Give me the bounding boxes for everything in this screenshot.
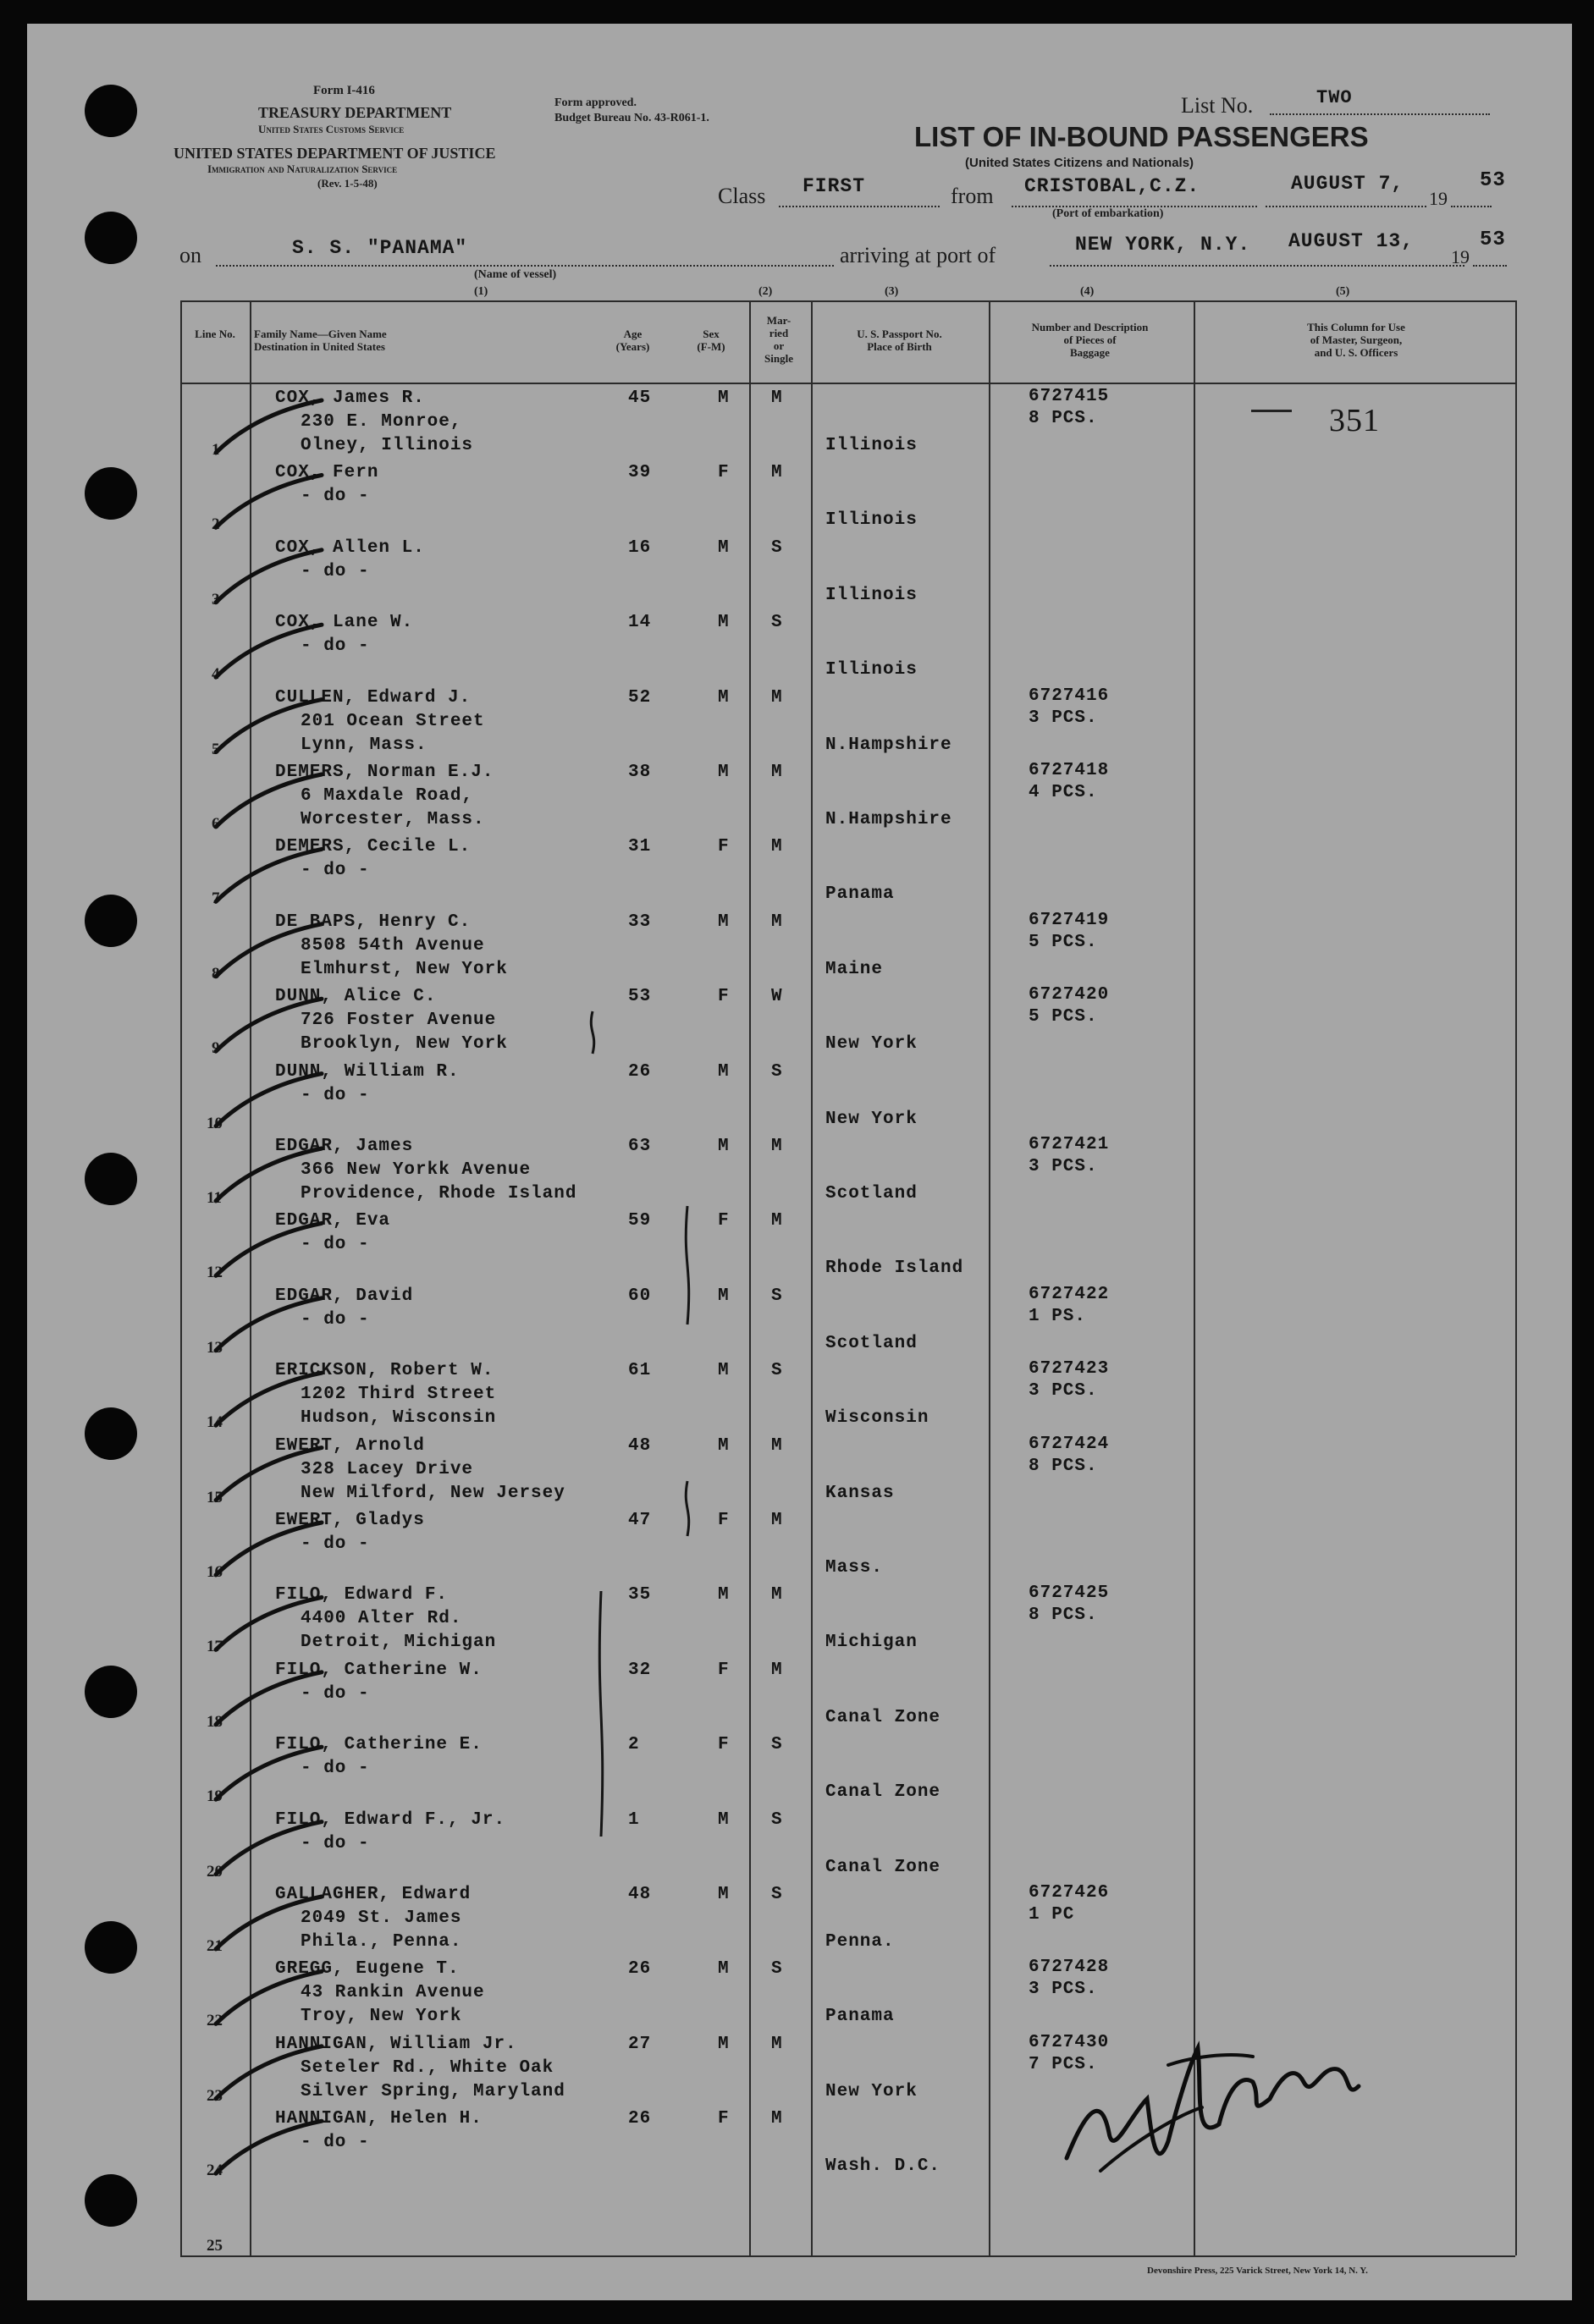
marital-status: M — [771, 1435, 783, 1456]
passenger-name: COX, Allen L. — [275, 537, 425, 558]
manifest-subtitle: (United States Citizens and Nationals) — [965, 156, 1194, 170]
check-mark — [216, 1223, 322, 1275]
pen-stroke — [686, 1206, 688, 1324]
check-mark — [216, 625, 322, 677]
baggage-number: 6727421 — [1029, 1135, 1110, 1154]
destination-line-2: Olney, Illinois — [301, 436, 474, 455]
passenger-sex: M — [718, 388, 730, 408]
passenger-age: 48 — [628, 1435, 652, 1456]
line-number: 8 — [212, 964, 220, 983]
passenger-age: 2 — [628, 1735, 640, 1755]
departure-year: 53 — [1480, 169, 1506, 192]
passenger-sex: M — [718, 1061, 730, 1082]
place-of-birth: Panama — [825, 2007, 895, 2027]
check-mark — [216, 400, 322, 453]
class-value: FIRST — [803, 175, 866, 197]
department-of-justice: UNITED STATES DEPARTMENT OF JUSTICE — [174, 145, 496, 162]
baggage-number: 6727415 — [1029, 387, 1110, 406]
destination-line-1: - do - — [301, 487, 370, 507]
passenger-age: 26 — [628, 1959, 652, 1980]
line-number: 4 — [212, 665, 220, 684]
manifest-title: LIST OF IN-BOUND PASSENGERS — [914, 121, 1369, 152]
arrival-year: 53 — [1480, 229, 1506, 251]
passenger-name: CULLEN, Edward J. — [275, 687, 472, 708]
vessel-name: S. S. "PANAMA" — [292, 237, 468, 259]
budget-bureau: Budget Bureau No. 43-R061-1. — [554, 112, 709, 124]
marital-status: M — [771, 687, 783, 708]
line-number: 2 — [212, 515, 220, 534]
column-header-married: Mar- ried or Single — [764, 314, 793, 365]
check-mark — [216, 550, 322, 603]
destination-line-1: Seteler Rd., White Oak — [301, 2057, 554, 2078]
passenger-name: COX, Lane W. — [275, 613, 414, 633]
column-header-sex: Sex (F-M) — [697, 328, 725, 353]
line-number: 22 — [207, 2012, 223, 2030]
passenger-sex: M — [718, 911, 730, 932]
baggage-number: 6727425 — [1029, 1583, 1110, 1604]
check-mark — [216, 1373, 322, 1425]
marital-status: M — [771, 388, 783, 408]
line-number: 5 — [212, 740, 220, 758]
check-mark — [216, 1148, 322, 1201]
passenger-age: 16 — [628, 537, 652, 558]
destination-line-1: - do - — [301, 1833, 370, 1853]
passenger-age: 63 — [628, 1137, 652, 1156]
passenger-sex: M — [718, 537, 730, 558]
departure-date: AUGUST 7, — [1291, 173, 1404, 195]
passenger-sex: M — [718, 763, 730, 782]
check-mark — [216, 700, 322, 752]
column-number: (5) — [1336, 285, 1350, 298]
revision-date: (Rev. 1-5-48) — [317, 177, 378, 190]
destination-line-1: 6 Maxdale Road, — [301, 786, 474, 806]
passenger-age: 47 — [628, 1511, 652, 1530]
marital-status: M — [771, 1511, 783, 1530]
line-number: 25 — [207, 2236, 223, 2255]
passenger-sex: F — [718, 2109, 730, 2129]
destination-line-1: - do - — [301, 561, 370, 581]
destination-line-1: 43 Rankin Avenue — [301, 1983, 485, 2003]
baggage-pieces: 8 PCS. — [1029, 409, 1098, 428]
destination-line-1: 230 E. Monroe, — [301, 412, 462, 432]
place-of-birth: Canal Zone — [825, 1707, 941, 1727]
place-of-birth: N.Hampshire — [825, 810, 952, 829]
marital-status: S — [771, 1061, 783, 1082]
passenger-name: GREGG, Eugene T. — [275, 1959, 460, 1980]
passenger-sex: M — [718, 1585, 730, 1605]
passenger-age: 26 — [628, 2109, 652, 2129]
line-number: 21 — [207, 1937, 223, 1955]
destination-line-2: Silver Spring, Maryland — [301, 2081, 565, 2101]
passenger-name: GALLAGHER, Edward — [275, 1885, 472, 1904]
column-header-passport: U. S. Passport No. Place of Birth — [857, 328, 942, 353]
baggage-pieces: 7 PCS. — [1029, 2054, 1098, 2074]
place-of-birth: Michigan — [825, 1633, 918, 1653]
passenger-name: DUNN, William R. — [275, 1061, 460, 1082]
place-of-birth: N.Hampshire — [825, 735, 952, 755]
passenger-sex: F — [718, 463, 730, 483]
line-number: 6 — [212, 815, 220, 833]
destination-line-1: - do - — [301, 2133, 370, 2153]
check-mark — [216, 1971, 322, 2024]
column-header-name: Family Name—Given Name Destination in United States — [254, 328, 387, 353]
from-label: from — [951, 184, 994, 208]
baggage-number: 6727418 — [1029, 761, 1110, 780]
passenger-age: 61 — [628, 1361, 652, 1381]
line-number: 24 — [207, 2162, 223, 2180]
marital-status: S — [771, 1361, 783, 1381]
column-number: (4) — [1080, 285, 1095, 298]
destination-line-1: - do - — [301, 1235, 370, 1255]
departure-year-prefix: 19 — [1429, 188, 1448, 209]
place-of-birth: Panama — [825, 884, 895, 905]
destination-line-2: Providence, Rhode Island — [301, 1184, 577, 1203]
destination-line-1: 366 New Yorkk Avenue — [301, 1160, 532, 1180]
passenger-name: FILO, Catherine W. — [275, 1660, 483, 1680]
line-number: 3 — [212, 590, 220, 609]
check-mark — [216, 999, 322, 1051]
list-number-value: TWO — [1316, 87, 1353, 108]
check-mark — [216, 1298, 322, 1351]
printer-footer: Devonshire Press, 225 Varick Street, New York 14, N. Y. — [1147, 2266, 1368, 2276]
line-number: 16 — [207, 1563, 223, 1581]
baggage-pieces: 5 PCS. — [1029, 1007, 1098, 1027]
passenger-name: HANNIGAN, William Jr. — [275, 2034, 517, 2054]
marital-status: M — [771, 911, 783, 932]
place-of-birth: New York — [825, 1034, 918, 1055]
baggage-pieces: 3 PCS. — [1029, 708, 1098, 728]
marital-status: M — [771, 1211, 783, 1231]
list-number-label: List No. — [1181, 93, 1254, 118]
passenger-sex: F — [718, 1211, 730, 1231]
passenger-age: 59 — [628, 1211, 652, 1231]
destination-line-1: 726 Foster Avenue — [301, 1011, 497, 1031]
passenger-age: 60 — [628, 1286, 652, 1306]
baggage-number: 6727419 — [1029, 910, 1110, 930]
check-mark — [216, 1747, 322, 1799]
line-number: 13 — [207, 1338, 223, 1357]
passenger-sex: M — [718, 1361, 730, 1381]
destination-line-1: 201 Ocean Street — [301, 711, 485, 731]
passenger-name: FILO, Edward F., Jr. — [275, 1809, 506, 1830]
passenger-name: FILO, Catherine E. — [275, 1735, 483, 1755]
baggage-pieces: 5 PCS. — [1029, 932, 1098, 952]
check-mark — [216, 774, 322, 827]
place-of-birth: Kansas — [825, 1483, 895, 1503]
baggage-number: 6727420 — [1029, 985, 1110, 1005]
check-mark — [216, 849, 322, 901]
check-mark — [216, 1074, 322, 1126]
passenger-sex: M — [718, 1435, 730, 1456]
passenger-name: DE BAPS, Henry C. — [275, 911, 472, 932]
passenger-sex: M — [718, 687, 730, 708]
baggage-number: 6727422 — [1029, 1284, 1110, 1304]
class-label: Class — [718, 184, 766, 208]
passenger-sex: F — [718, 1511, 730, 1530]
place-of-birth: Canal Zone — [825, 1782, 941, 1803]
marital-status: W — [771, 987, 783, 1007]
place-of-birth: Penna. — [825, 1932, 895, 1952]
marital-status: S — [771, 537, 783, 558]
passenger-sex: M — [718, 1959, 730, 1980]
passenger-name: EWERT, Arnold — [275, 1435, 425, 1456]
line-number: 20 — [207, 1862, 223, 1881]
passenger-name: FILO, Edward F. — [275, 1585, 449, 1605]
destination-line-2: New Milford, New Jersey — [301, 1483, 565, 1503]
passenger-age: 48 — [628, 1885, 652, 1904]
marital-status: M — [771, 2109, 783, 2129]
column-number: (2) — [758, 285, 773, 298]
immigration-service: Immigration and Naturalization Service — [207, 162, 398, 175]
passenger-name: DEMERS, Norman E.J. — [275, 763, 494, 782]
embarkation-port-label: (Port of embarkation) — [1052, 207, 1164, 220]
passenger-age: 39 — [628, 463, 652, 483]
line-number: 18 — [207, 1712, 223, 1731]
column-header-officers: This Column for Use of Master, Surgeon, and U. S. Officers — [1307, 321, 1405, 359]
destination-line-1: 2049 St. James — [301, 1908, 462, 1928]
check-mark — [216, 1448, 322, 1501]
check-mark — [216, 2121, 322, 2173]
destination-line-2: Hudson, Wisconsin — [301, 1408, 497, 1429]
pen-stroke — [591, 1011, 593, 1054]
marital-status: M — [771, 1585, 783, 1605]
line-number: 12 — [207, 1264, 223, 1282]
line-number: 11 — [207, 1189, 222, 1207]
marital-status: S — [771, 1735, 783, 1755]
passenger-name: EDGAR, Eva — [275, 1211, 391, 1231]
place-of-birth: New York — [825, 1109, 918, 1129]
destination-line-2: Brooklyn, New York — [301, 1034, 508, 1055]
passenger-sex: M — [718, 2034, 730, 2054]
line-number: 14 — [207, 1413, 223, 1432]
arriving-label: arriving at port of — [840, 243, 996, 267]
marital-status: M — [771, 463, 783, 483]
passenger-age: 32 — [628, 1660, 652, 1680]
column-number: (3) — [885, 285, 899, 298]
marital-status: M — [771, 2034, 783, 2054]
line-number: 15 — [207, 1488, 223, 1506]
destination-line-1: - do - — [301, 1759, 370, 1779]
place-of-birth: Rhode Island — [825, 1258, 964, 1279]
passenger-age: 52 — [628, 687, 652, 708]
embarkation-port: CRISTOBAL,C.Z. — [1024, 175, 1200, 197]
passenger-sex: F — [718, 837, 730, 857]
baggage-pieces: 8 PCS. — [1029, 1605, 1098, 1626]
passenger-age: 27 — [628, 2034, 652, 2054]
passenger-age: 38 — [628, 763, 652, 782]
marital-status: S — [771, 1885, 783, 1904]
passenger-age: 35 — [628, 1585, 652, 1605]
pen-stroke — [599, 1591, 602, 1837]
column-header-line-no: Line No. — [195, 328, 235, 340]
place-of-birth: Illinois — [825, 510, 918, 531]
destination-line-1: 8508 54th Avenue — [301, 935, 485, 955]
passenger-name: COX, James R. — [275, 388, 425, 408]
form-approved: Form approved. — [554, 96, 637, 109]
line-number: 1 — [212, 441, 220, 459]
baggage-number: 6727424 — [1029, 1434, 1110, 1454]
customs-service: United States Customs Service — [258, 123, 405, 135]
marital-status: S — [771, 1959, 783, 1980]
passenger-age: 26 — [628, 1061, 652, 1082]
baggage-number: 6727430 — [1029, 2032, 1110, 2052]
vessel-name-label: (Name of vessel) — [474, 268, 557, 281]
place-of-birth: Canal Zone — [825, 1857, 941, 1877]
passenger-age: 14 — [628, 613, 652, 633]
place-of-birth: Illinois — [825, 436, 918, 455]
passenger-name: EDGAR, David — [275, 1286, 414, 1306]
line-number: 7 — [212, 889, 220, 908]
on-label: on — [179, 243, 201, 267]
baggage-number: 6727423 — [1029, 1359, 1110, 1380]
passenger-name: HANNIGAN, Helen H. — [275, 2109, 483, 2129]
passenger-age: 45 — [628, 388, 652, 408]
passenger-sex: M — [718, 1885, 730, 1904]
place-of-birth: Wisconsin — [825, 1408, 929, 1429]
destination-line-1: 328 Lacey Drive — [301, 1459, 474, 1479]
officer-note: 351 — [1329, 403, 1380, 438]
check-mark — [216, 475, 322, 527]
baggage-number: 6727416 — [1029, 686, 1110, 706]
arrival-date: AUGUST 13, — [1288, 230, 1415, 252]
form-number: Form I-416 — [313, 84, 375, 97]
passenger-sex: M — [718, 1137, 730, 1156]
baggage-pieces: 4 PCS. — [1029, 783, 1098, 802]
destination-line-2: Detroit, Michigan — [301, 1633, 497, 1653]
place-of-birth: Wash. D.C. — [825, 2156, 941, 2177]
place-of-birth: Maine — [825, 959, 884, 979]
marital-status: M — [771, 1660, 783, 1680]
destination-line-2: Troy, New York — [301, 2007, 462, 2027]
destination-line-2: Elmhurst, New York — [301, 959, 508, 979]
destination-line-2: Worcester, Mass. — [301, 810, 485, 829]
baggage-number: 6727428 — [1029, 1958, 1110, 1978]
marital-status: S — [771, 1809, 783, 1830]
check-mark — [216, 1822, 322, 1875]
check-mark — [216, 1672, 322, 1725]
column-number: (1) — [474, 285, 488, 298]
passenger-name: ERICKSON, Robert W. — [275, 1361, 494, 1381]
check-mark — [216, 1597, 322, 1649]
marital-status: S — [771, 613, 783, 633]
arrival-year-prefix: 19 — [1451, 246, 1470, 267]
passenger-name: EDGAR, James — [275, 1137, 414, 1156]
passenger-age: 31 — [628, 837, 652, 857]
marital-status: S — [771, 1286, 783, 1306]
passenger-sex: M — [718, 1286, 730, 1306]
place-of-birth: Mass. — [825, 1558, 884, 1578]
pen-stroke — [686, 1481, 688, 1536]
passenger-age: 1 — [628, 1809, 640, 1830]
passenger-age: 33 — [628, 911, 652, 932]
passenger-name: DUNN, Alice C. — [275, 987, 437, 1007]
passenger-age: 53 — [628, 987, 652, 1007]
passenger-name: DEMERS, Cecile L. — [275, 837, 472, 857]
check-mark — [216, 1523, 322, 1575]
passenger-sex: F — [718, 987, 730, 1007]
passenger-name: EWERT, Gladys — [275, 1511, 425, 1530]
line-number: 17 — [207, 1638, 223, 1656]
baggage-pieces: 8 PCS. — [1029, 1456, 1098, 1476]
line-number: 10 — [207, 1114, 223, 1132]
line-number: 9 — [212, 1039, 220, 1058]
check-mark — [216, 2046, 322, 2099]
line-number: 19 — [207, 1787, 223, 1806]
marital-status: M — [771, 837, 783, 857]
destination-line-1: - do - — [301, 1309, 370, 1330]
destination-line-1: - do - — [301, 636, 370, 657]
baggage-pieces: 1 PS. — [1029, 1306, 1087, 1326]
line-number: 23 — [207, 2086, 223, 2105]
passenger-sex: F — [718, 1660, 730, 1680]
check-mark — [216, 1897, 322, 1949]
place-of-birth: Illinois — [825, 585, 918, 605]
place-of-birth: New York — [825, 2081, 918, 2101]
destination-line-1: 4400 Alter Rd. — [301, 1609, 462, 1629]
destination-line-1: - do - — [301, 1683, 370, 1704]
destination-line-1: - do - — [301, 1085, 370, 1105]
check-mark — [216, 924, 322, 977]
baggage-pieces: 1 PC — [1029, 1905, 1075, 1925]
place-of-birth: Scotland — [825, 1184, 918, 1203]
destination-line-1: - do - — [301, 861, 370, 881]
baggage-pieces: 3 PCS. — [1029, 1381, 1098, 1402]
passenger-sex: M — [718, 1809, 730, 1830]
baggage-number: 6727426 — [1029, 1883, 1110, 1903]
marital-status: M — [771, 763, 783, 782]
column-header-age: Age (Years) — [615, 328, 650, 353]
passenger-sex: M — [718, 613, 730, 633]
baggage-pieces: 3 PCS. — [1029, 1980, 1098, 2000]
destination-line-1: 1202 Third Street — [301, 1385, 497, 1405]
place-of-birth: Scotland — [825, 1333, 918, 1353]
column-header-baggage: Number and Description of Pieces of Baggage — [1031, 321, 1149, 359]
marital-status: M — [771, 1137, 783, 1156]
treasury-department: TREASURY DEPARTMENT — [258, 104, 452, 121]
passenger-name: COX, Fern — [275, 463, 379, 483]
baggage-pieces: 3 PCS. — [1029, 1157, 1098, 1176]
passenger-sex: F — [718, 1735, 730, 1755]
arrival-port: NEW YORK, N.Y. — [1075, 234, 1251, 256]
place-of-birth: Illinois — [825, 660, 918, 680]
destination-line-1: - do - — [301, 1534, 370, 1554]
destination-line-2: Phila., Penna. — [301, 1932, 462, 1952]
destination-line-2: Lynn, Mass. — [301, 735, 427, 755]
